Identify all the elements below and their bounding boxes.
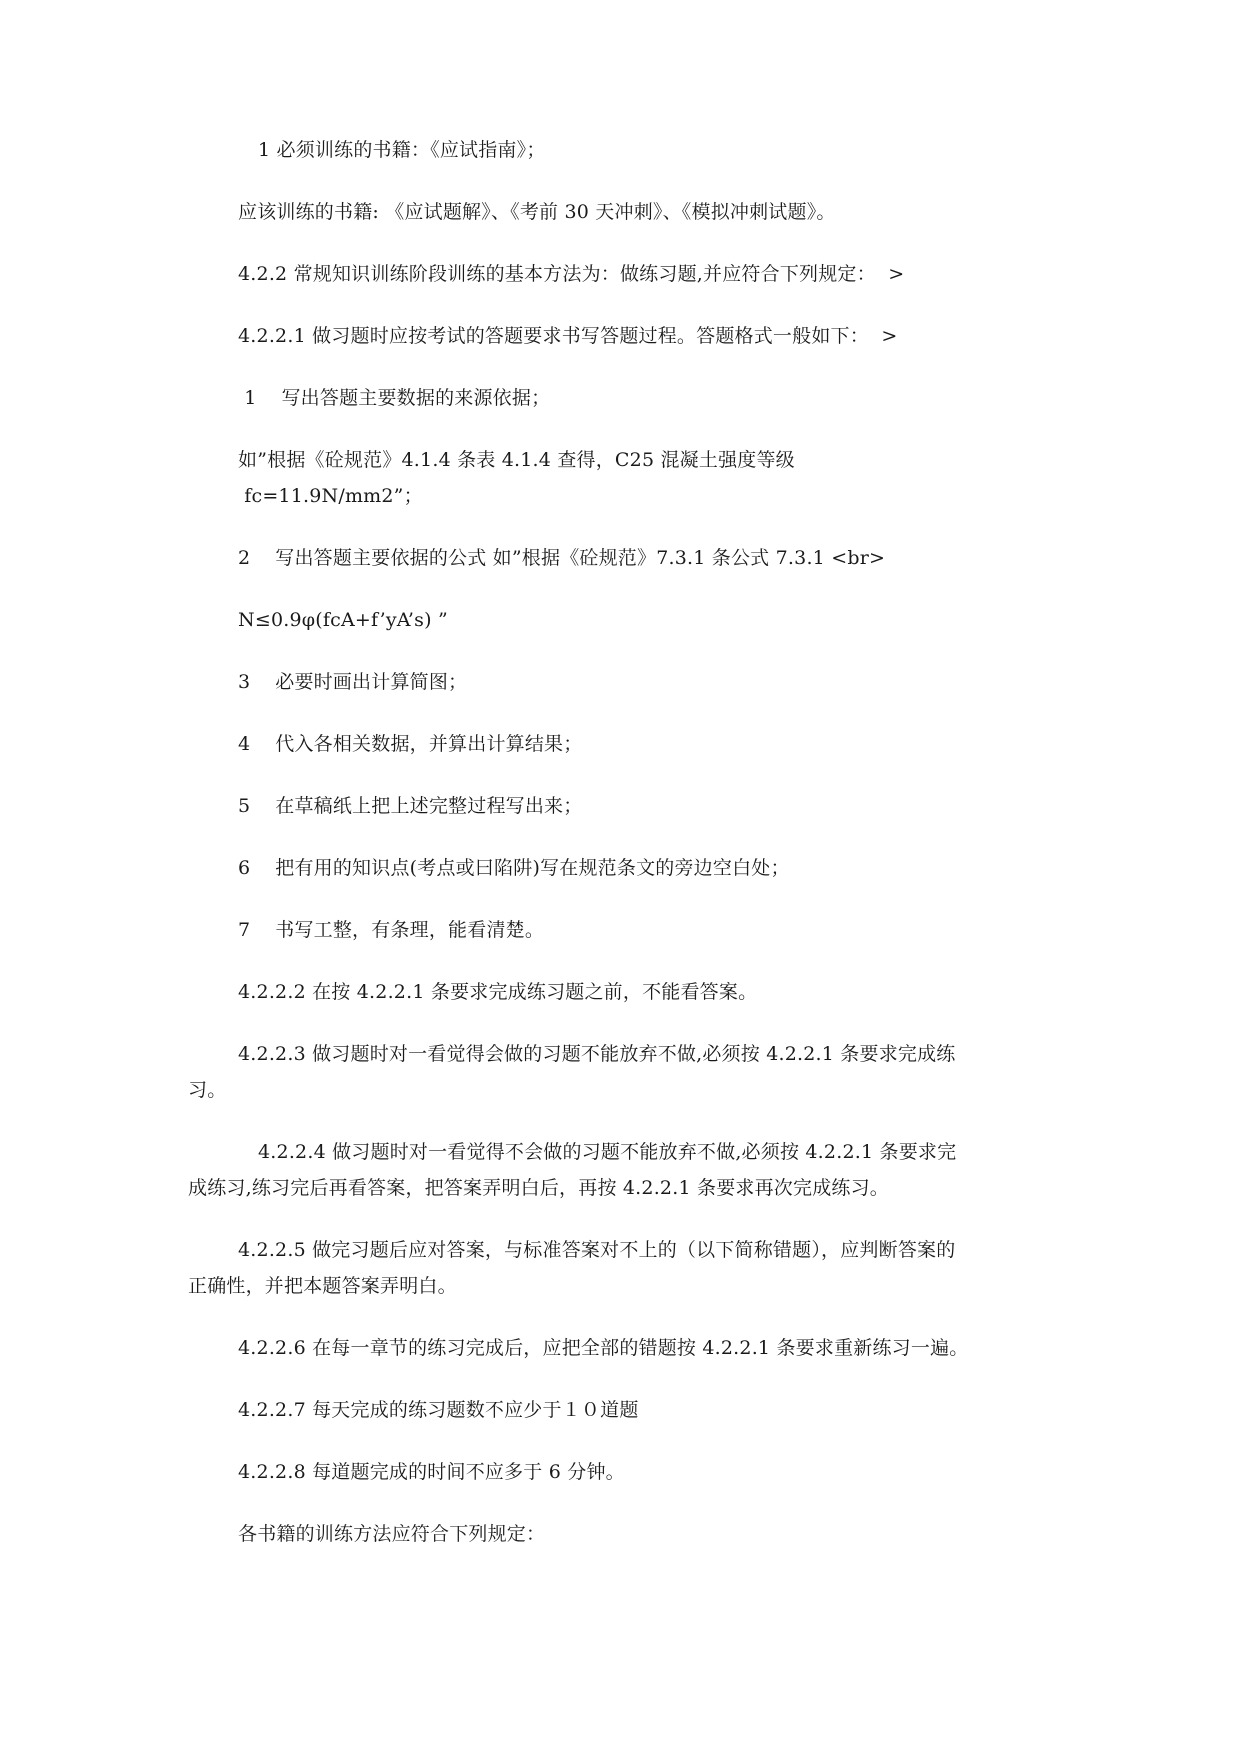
text-line-4-2-2: 4.2.2 常规知识训练阶段训练的基本方法为：做练习题,并应符合下列规定： > xyxy=(238,263,905,285)
text-line-books-recommended: 应该训练的书籍: 《应试题解》、《考前 30 天冲刺》、《模拟冲刺试题》。 xyxy=(238,201,836,223)
text-line-4-2-2-5b: 正确性，并把本题答案弄明白。 xyxy=(188,1275,457,1297)
text-line-item-5: 5 在草稿纸上把上述完整过程写出来； xyxy=(238,795,583,817)
text-line-books-required: 1 必须训练的书籍：《应试指南》； xyxy=(258,139,546,161)
text-line-item-2: 2 写出答题主要依据的公式 如”根据《砼规范》7.3.1 条公式 7.3.1 <br> xyxy=(238,547,886,569)
text-line-item-7: 7 书写工整，有条理，能看清楚。 xyxy=(238,919,545,941)
text-line-training-methods: 各书籍的训练方法应符合下列规定： xyxy=(238,1523,546,1545)
text-line-formula: N≤0.9φ(fcA+f’yA’s) ” xyxy=(238,609,448,631)
text-line-4-2-2-3b: 习。 xyxy=(188,1079,227,1101)
text-line-4-2-2-4b: 成练习,练习完后再看答案，把答案弄明白后，再按 4.2.2.1 条要求再次完成练习。 xyxy=(188,1177,889,1199)
text-line-item-3: 3 必要时画出计算简图； xyxy=(238,671,468,693)
text-line-4-2-2-1: 4.2.2.1 做习题时应按考试的答题要求书写答题过程。答题格式一般如下： > xyxy=(238,325,898,347)
text-line-example-1b: fc=11.9N/mm2”； xyxy=(238,485,423,507)
text-line-4-2-2-3a: 4.2.2.3 做习题时对一看觉得会做的习题不能放弃不做,必须按 4.2.2.1 条要求完成练 xyxy=(238,1043,956,1065)
text-line-example-1a: 如”根据《砼规范》4.1.4 条表 4.1.4 查得，C25 混凝土强度等级 xyxy=(238,449,795,471)
text-line-item-1: 1 写出答题主要数据的来源依据； xyxy=(238,387,551,409)
text-line-4-2-2-2: 4.2.2.2 在按 4.2.2.1 条要求完成练习题之前，不能看答案。 xyxy=(238,981,758,1003)
text-line-item-6: 6 把有用的知识点(考点或曰陷阱)写在规范条文的旁边空白处； xyxy=(238,857,790,879)
text-line-4-2-2-6: 4.2.2.6 在每一章节的练习完成后，应把全部的错题按 4.2.2.1 条要求重新练习一遍。 xyxy=(238,1337,969,1359)
text-line-item-4: 4 代入各相关数据，并算出计算结果； xyxy=(238,733,583,755)
text-line-4-2-2-5a: 4.2.2.5 做完习题后应对答案，与标准答案对不上的（以下简称错题），应判断答案的 xyxy=(238,1239,956,1261)
text-line-4-2-2-4a: 4.2.2.4 做习题时对一看觉得不会做的习题不能放弃不做,必须按 4.2.2.1 条要求完 xyxy=(258,1141,957,1163)
text-line-4-2-2-7: 4.2.2.7 每天完成的练习题数不应少于１０道题 xyxy=(238,1399,639,1421)
text-line-4-2-2-8: 4.2.2.8 每道题完成的时间不应多于 6 分钟。 xyxy=(238,1461,625,1483)
